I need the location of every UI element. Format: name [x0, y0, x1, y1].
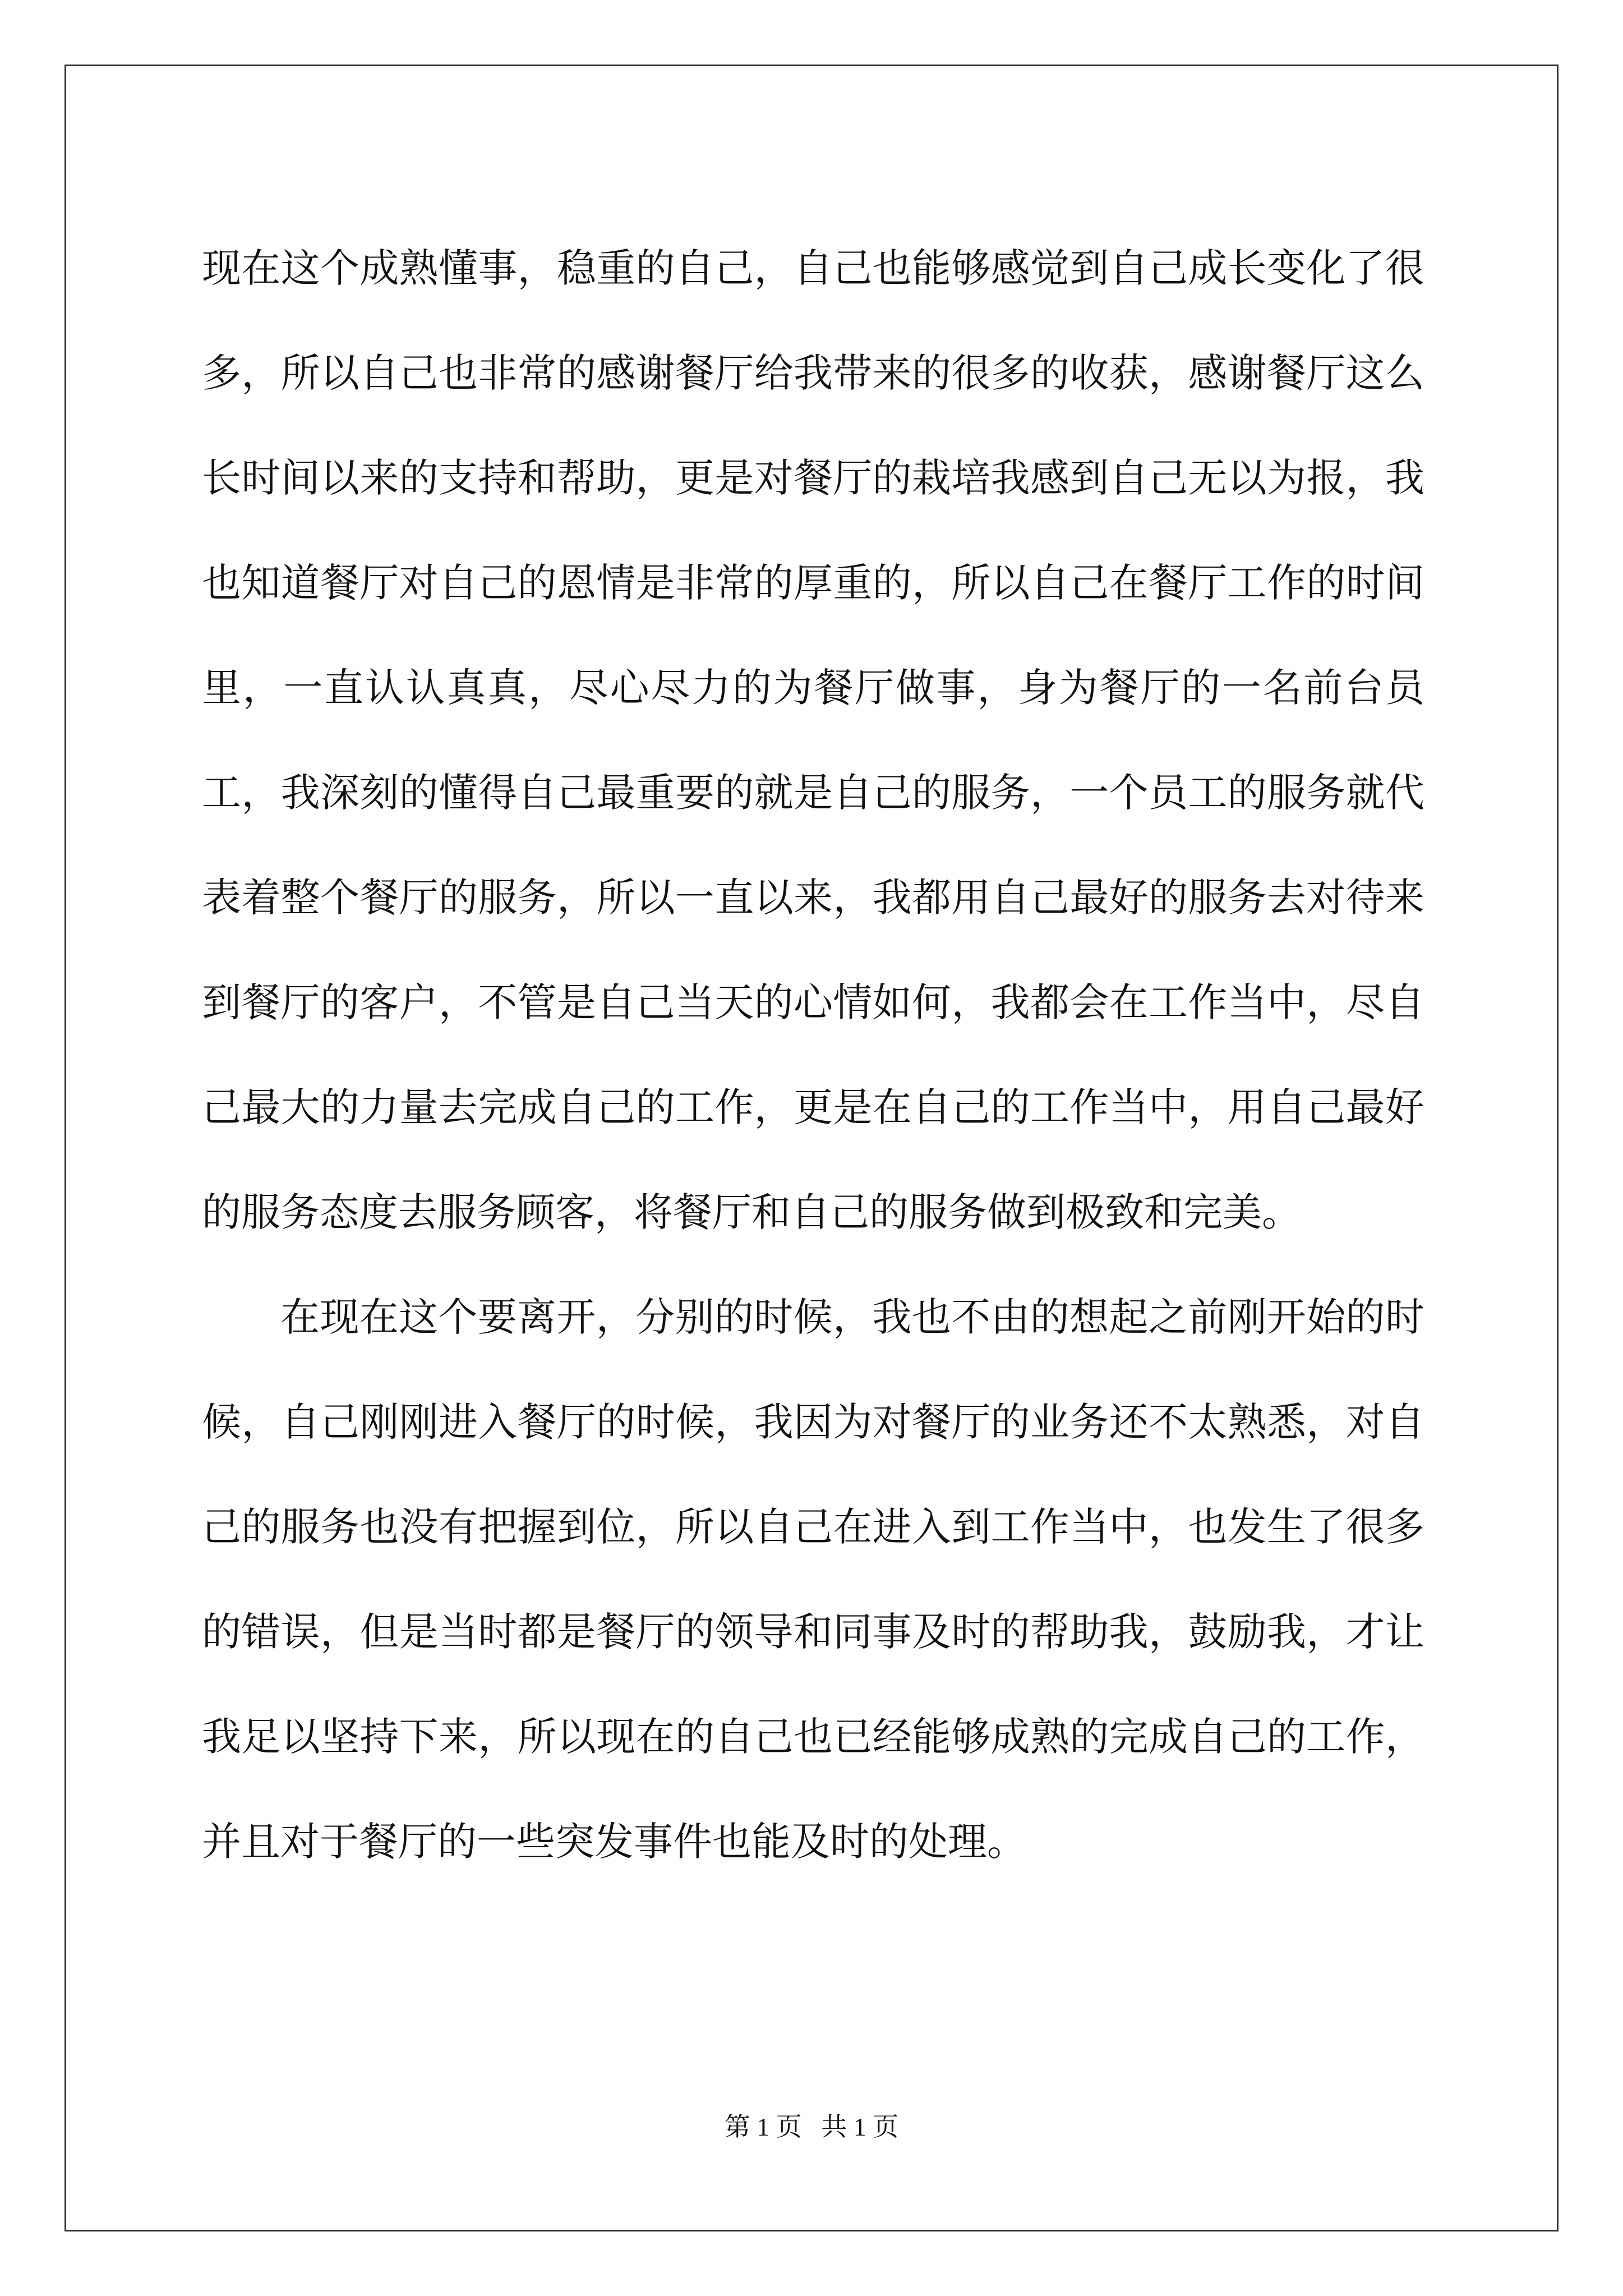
page-number-footer: 第 1 页 共 1 页: [724, 2113, 899, 2141]
paragraph-2: 在现在这个要离开，分别的时候，我也不由的想起之前刚开始的时候，自己刚刚进入餐厅的时候，我因为对餐厅的业务还不太熟悉，对自己的服务也没有把握到位，所以自己在进入到工作当中，也发生了很多的错误，但是当时都是餐厅的领导和同事及时的帮助我，鼓励我，才让我足以坚持下来，所以现在的自己也已经能够成熟的完成自己的工作，并且对于餐厅的一些突发事件也能及时的处理。: [202, 1294, 1424, 1865]
paragraph-1: 现在这个成熟懂事，稳重的自己，自己也能够感觉到自己成长变化了很多，所以自己也非常的感谢餐厅给我带来的很多的收获，感谢餐厅这么长时间以来的支持和帮助，更是对餐厅的栽培我感到自己无以为报，我也知道餐厅对自己的恩情是非常的厚重的，所以自己在餐厅工作的时间里，一直认认真真，尽心尽力的为餐厅做事，身为餐厅的一名前台员工，我深刻的懂得自己最重要的就是自己的服务，一个员工的服务就代表着整个餐厅的服务，所以一直以来，我都用自己最好的服务去对待来到餐厅的客户，不管是自己当天的心情如何，我都会在工作当中，尽自己最大的力量去完成自己的工作，更是在自己的工作当中，用自己最好的服务态度去服务顾客，将餐厅和自己的服务做到极致和完美。: [202, 245, 1424, 1235]
document-body: [202, 216, 1424, 1894]
